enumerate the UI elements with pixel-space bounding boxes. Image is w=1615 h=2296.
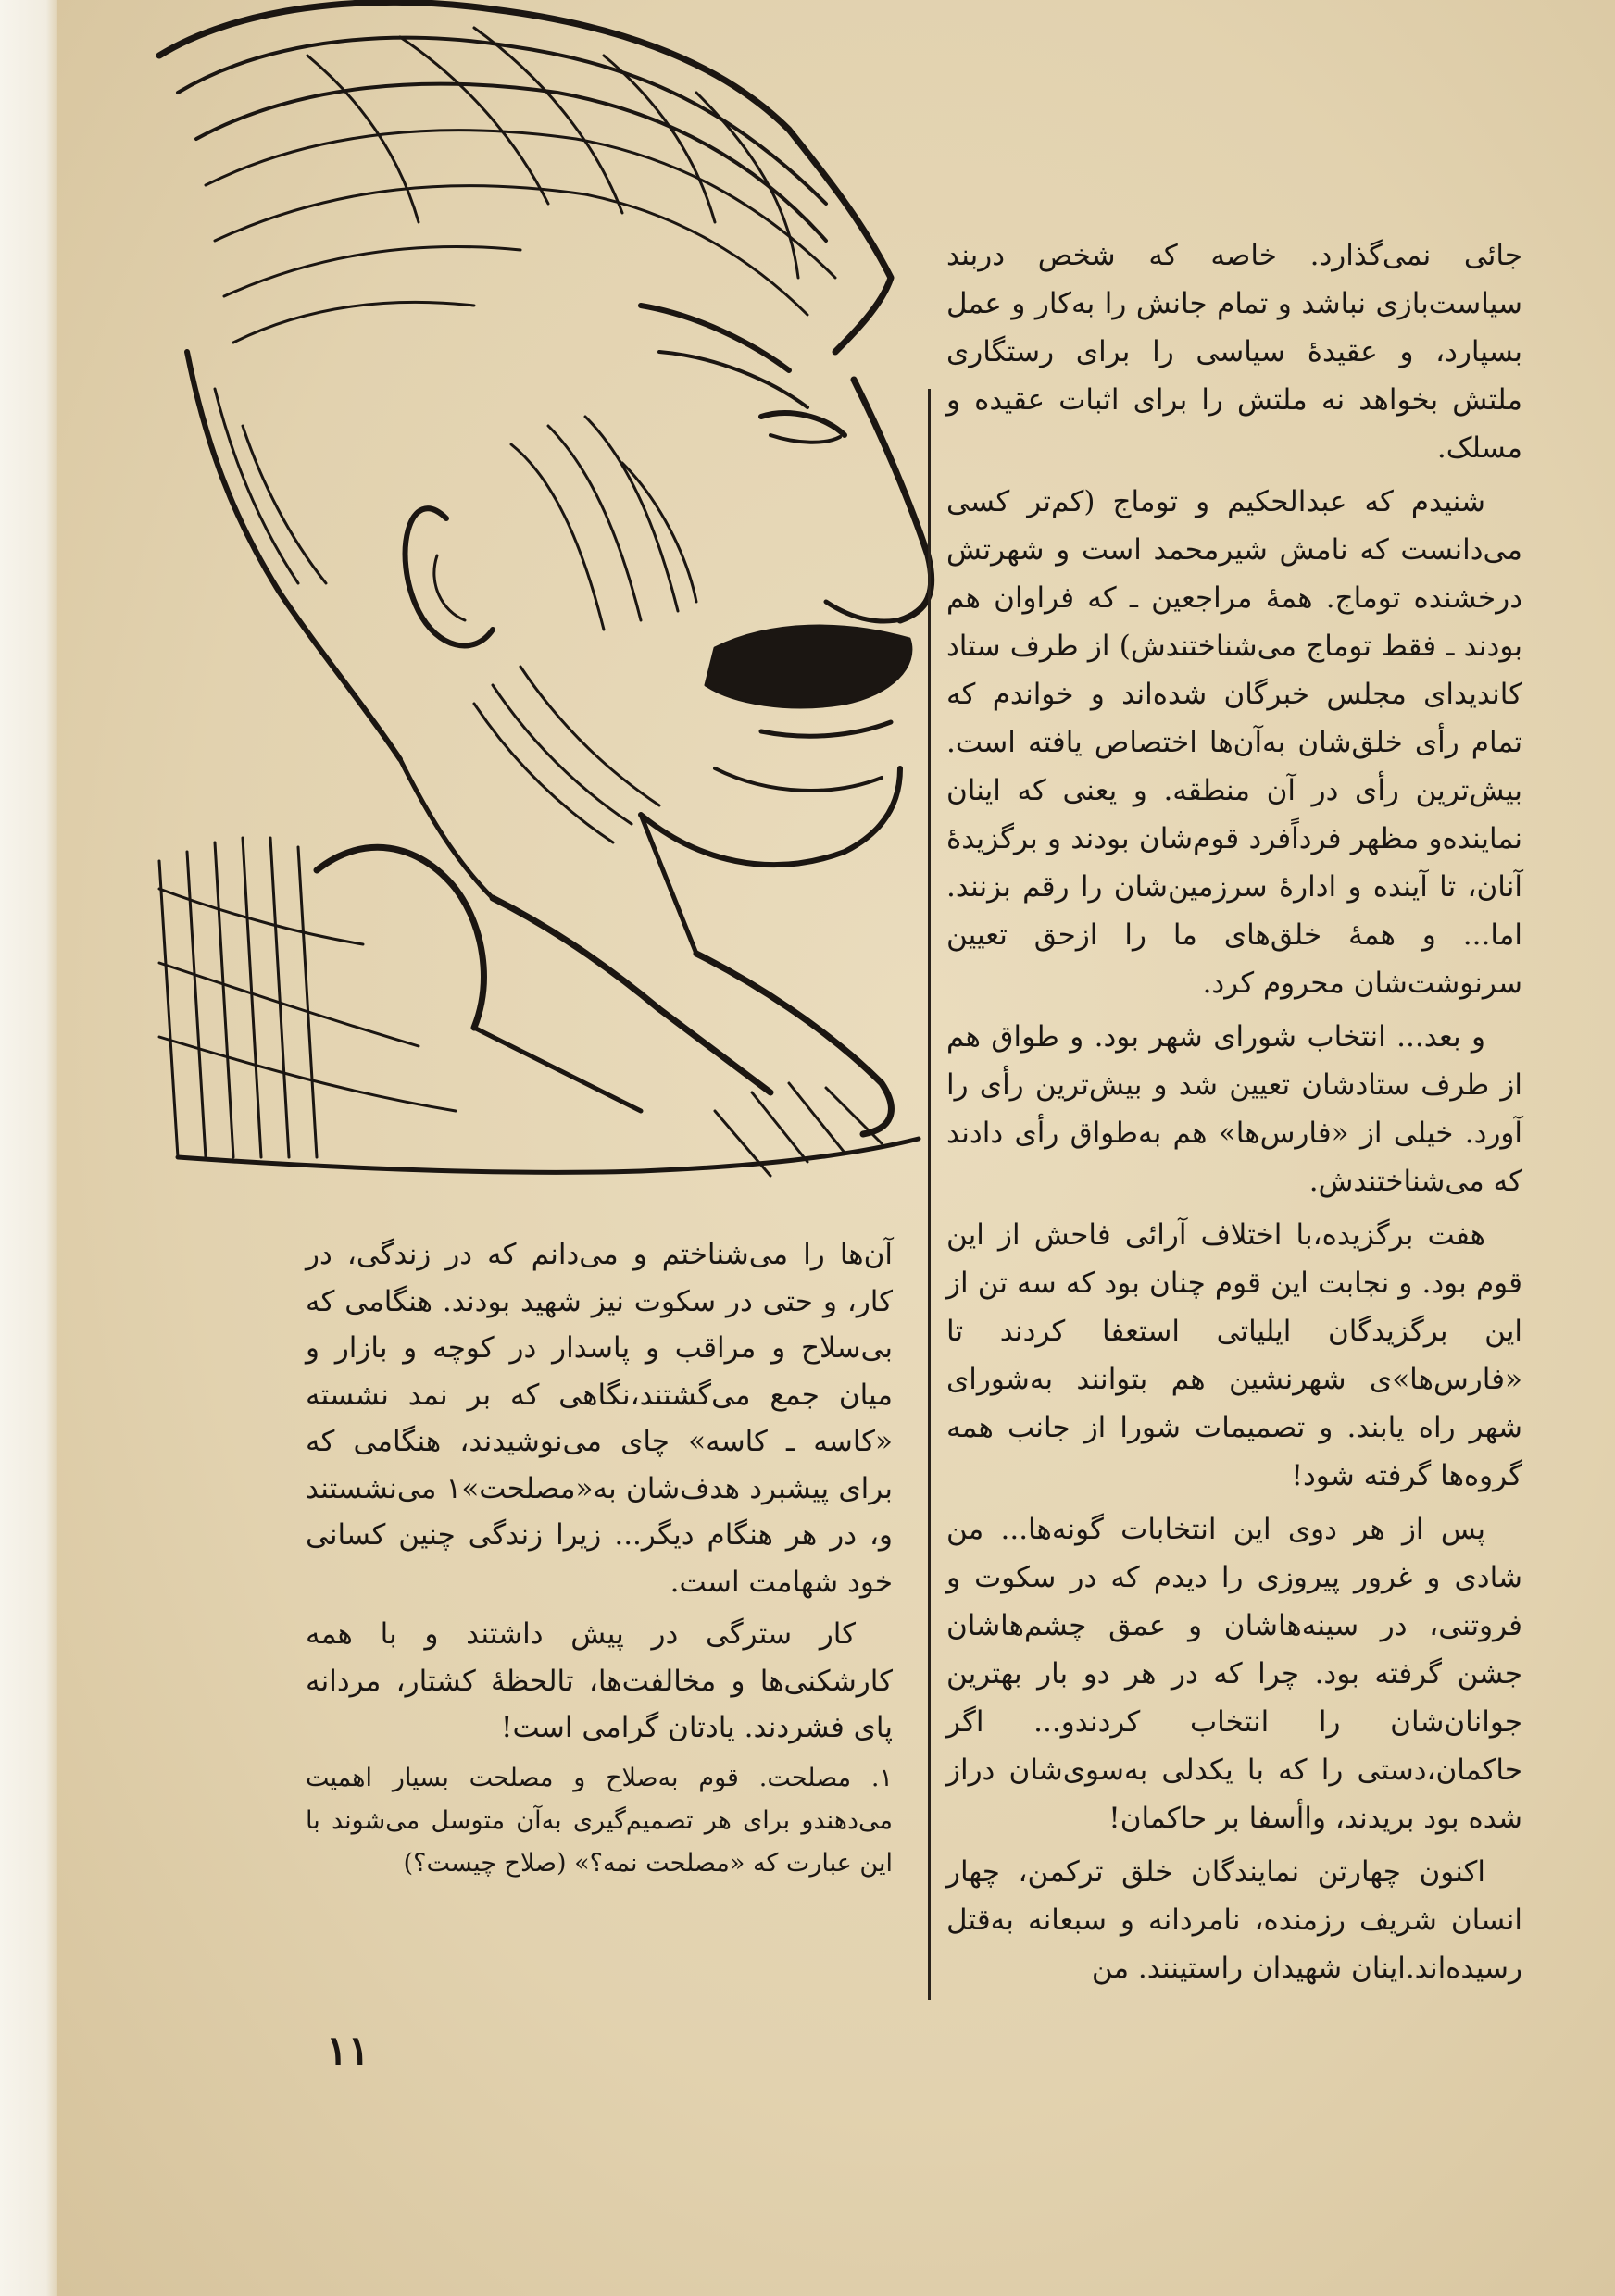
right-paragraph-4: هفت برگزیده،با اختلاف آرائی فاحش از این قوم بود. و نجابت این قوم چنان بود که سه تن از این برگزیدگان ایلیاتی استعفا کردند تا «فارس‌ها»ی شهرنشین هم بتوانند به‌شورای شهر راه یابند. و تصمیمات شورا از جانب همه گروه‌ها گرفته شود! (946, 1218, 1522, 1492)
footnote: ۱. مصلحت. قوم به‌صلاح و مصلحت بسیار اهمیت می‌دهندو برای هر تصمیم‌گیری به‌آن متوسل می‌شوند با این عبارت که «مصلحت نمه؟» (صلاح چیست؟) (306, 1763, 893, 1878)
left-paragraph-1: آن‌ها را می‌شناختم و می‌دانم که در زندگی، در کار، و حتی در سکوت نیز شهید بودند. هنگامی که بی‌سلاح و مراقب و پاسدار در کوچه و بازار و میان جمع می‌گشتند،نگاهی که بر نمد نشسته «کاسه ـ کاسه» چای می‌نوشیدند، هنگامی که برای پیشبرد هدف‌شان به«مصلحت»۱ می‌نشستند و، در هر هنگام دیگر... زیرا زندگی چنین کسانی خود شهامت است. (306, 1238, 893, 1599)
right-paragraph-1: جائی نمی‌گذارد. خاصه که شخص دربند سیاست‌بازی نباشد و تمام جانش را به‌کار و عمل بسپارد، و عقیدهٔ سیاسی را برای رستگاری ملتش بخواهد نه ملتش را برای اثبات عقیده و مسلک. (946, 239, 1522, 465)
left-paragraph-2: کار سترگی در پیش داشتند و با همه کارشکنی‌ها و مخالفت‌ها، تالحظهٔ کشتار، مردانه پای فشردند. یادتان گرامی است! (306, 1617, 893, 1744)
left-text-column (306, 1231, 893, 1890)
right-paragraph-5: پس از هر دوی این انتخابات گونه‌ها... من شادی و غرور پیروزی را دیدم که در سکوت و فروتنی، در سینه‌هاشان و عمق چشم‌هاشان جشن گرفته بود. چرا که در هر دو بار بهترین جوانان‌شان را انتخاب کردند‌و... اگر حاکمان،دستی را که با یکدلی به‌سوی‌شان دراز شده بود بریدند، واأسفا بر حاکمان! (946, 1513, 1522, 1835)
right-paragraph-3: و بعد... انتخاب شورای شهر بود. و طواق هم از طرف ستادشان تعیین شد و بیش‌ترین رأی را آورد. خیلی از «فارس‌ها» هم به‌طواق رأی دادند که می‌شناختندش. (946, 1020, 1522, 1198)
right-paragraph-2: شنیدم که عبدالحکیم و توماج (کم‌تر کسی می‌دانست که نامش شیرمحمد است و شهرتش درخشنده توماج. همهٔ مراجعین ـ که فراوان هم بودند ـ فقط توماج می‌شناختندش) از طرف ستاد کاندیدای مجلس خبرگان شده‌اند و خواندم که تمام رأی خلق‌شان به‌آن‌ها اختصاص یافته است. بیش‌ترین رأی در آن منطقه. و یعنی که اینان نماینده‌و مظهر فرداًفرد قوم‌شان بودند و برگزیدهٔ آنان، تا آینده و ادارهٔ سرزمین‌شان را رقم بزنند. اما... و همهٔ خلق‌های ما را ازحق تعیین سرنوشت‌شان محروم کرد. (946, 485, 1522, 1000)
magazine-page (57, 0, 1615, 2296)
portrait-sketch-icon (122, 0, 983, 1204)
scan-margin (0, 0, 57, 2296)
column-divider (928, 389, 931, 2000)
right-text-column (946, 231, 1522, 1998)
page-number: ۱۱ (326, 2028, 370, 2075)
right-paragraph-6: اکنون چهارتن نمایندگان خلق ترکمن، چهار انسان شریف رزمنده، نامردانه و سبعانه به‌قتل رسیده‌اند.اینان شهیدان راستینند. من (946, 1855, 1522, 1985)
